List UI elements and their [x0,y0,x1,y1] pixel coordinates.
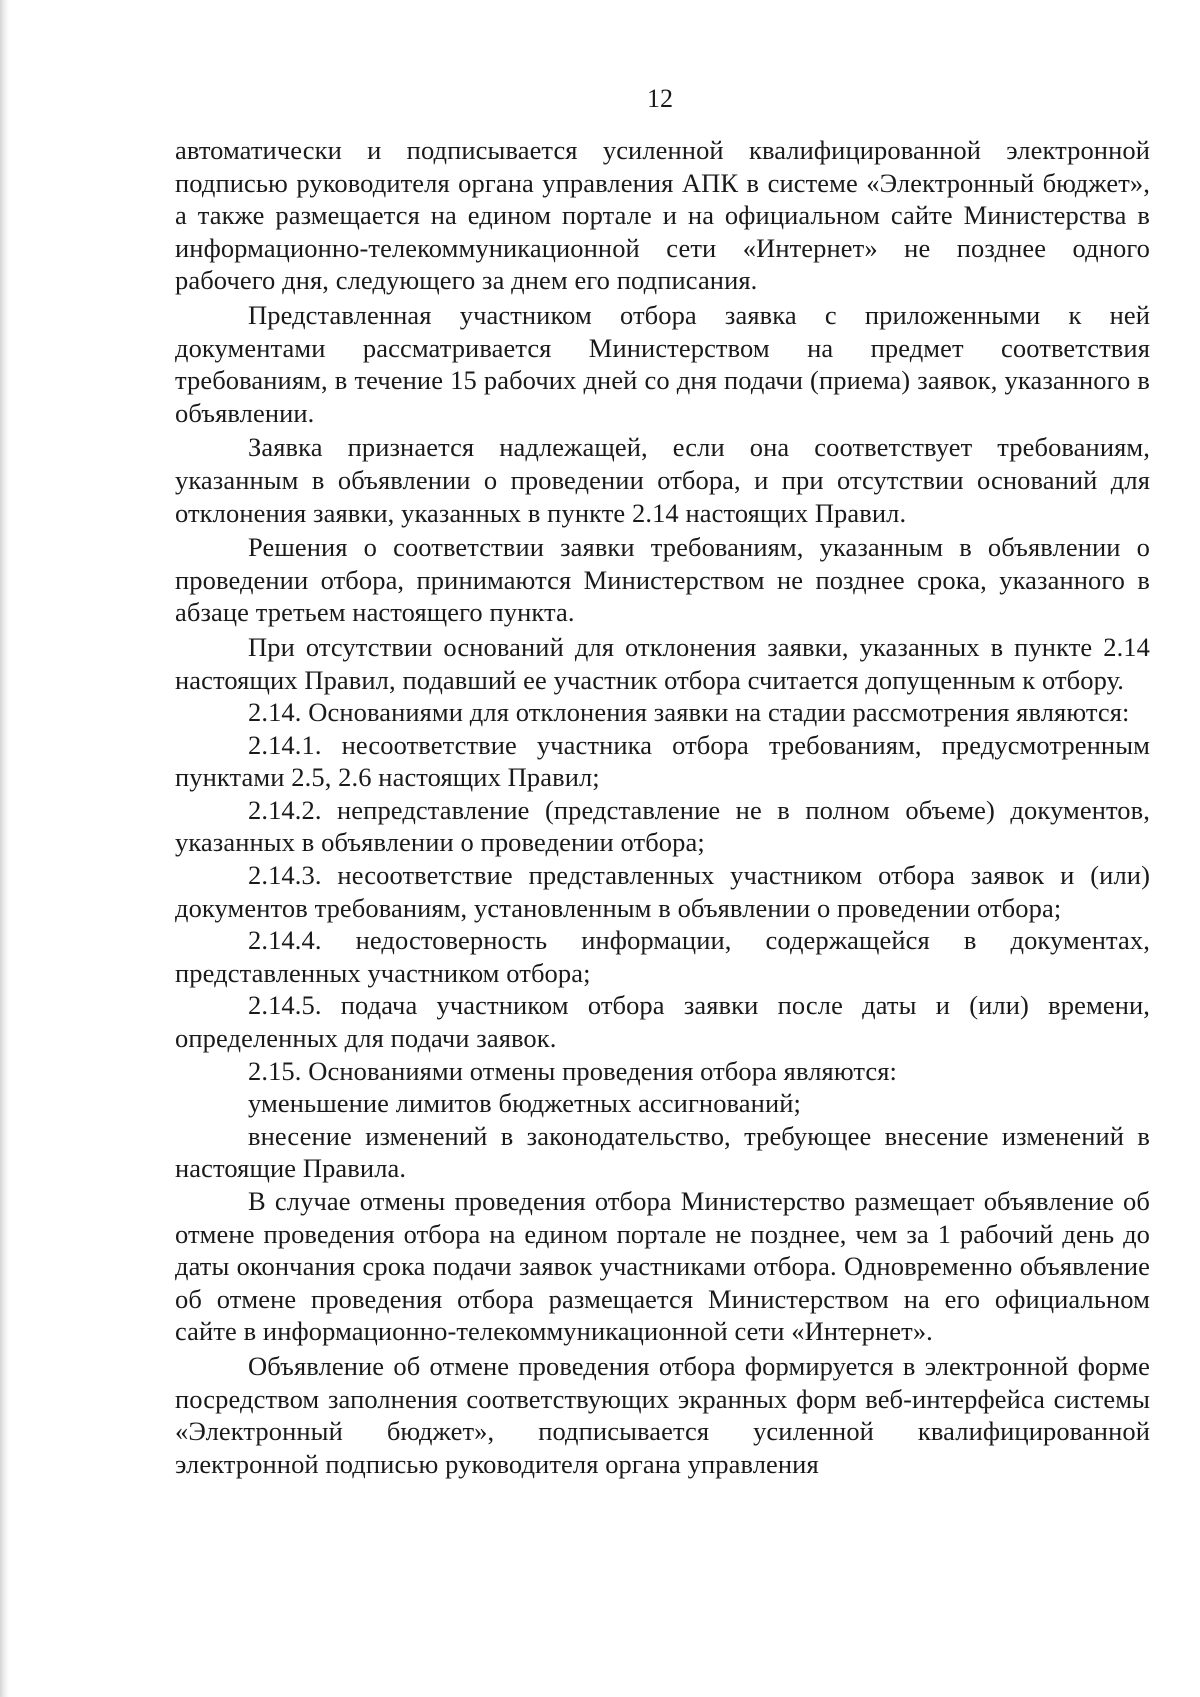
paragraph: В случае отмены проведения отбора Министерство размещает объявление об отмене проведения отбора на едином портале не позднее, чем за 1 рабочий день до даты окончания срока подачи заявок участниками отбора. Одновременно объявление об отмене проведения отбора размещается Министерством на его официальном сайте в информационно-телекоммуникационной сети «Интернет». [175,1186,1150,1347]
paragraph: При отсутствии оснований для отклонения заявки, указанных в пункте 2.14 настоящих Правил, подавший ее участник отбора считается допущенным к отбору. [175,631,1150,695]
paragraph: Заявка признается надлежащей, если она соответствует требованиям, указанным в объявлении о проведении отбора, и при отсутствии оснований для отклонения заявки, указанных в пункте 2.14 настоящих Правил. [175,432,1150,528]
clause-item: 2.14.5. подача участником отбора заявки после даты и (или) времени, определенных для подачи заявок. [175,990,1150,1054]
clause-heading: 2.15. Основаниями отмены проведения отбора являются: [248,1055,897,1086]
clause-item: 2.14.4. недостоверность информации, содержащейся в документах, представленных участником отбора; [175,925,1150,988]
clause-item: уменьшение лимитов бюджетных ассигнований; [248,1088,801,1119]
clause-heading: 2.14. Основаниями для отклонения заявки на стадии рассмотрения являются: [248,697,1130,728]
paragraph: Представленная участником отбора заявка с приложенными к ней документами рассматривается Министерством на предмет соответствия требованиям, в течение 15 рабочих дней со дня подачи (приема) заявок, указанного в объявлении. [175,299,1150,428]
clause-item: внесение изменений в законодательство, требующее внесение изменений в настоящие Правила. [175,1120,1150,1184]
clause-item: 2.14.1. несоответствие участника отбора требованиям, предусмотренным пунктами 2.5, 2.6 настоящих Правил; [175,729,1150,793]
clause-item: 2.14.3. несоответствие представленных участником отбора заявок и (или) документов требованиям, установленным в объявлении о проведении отбора; [175,860,1150,923]
scan-edge [0,0,9,1697]
paragraph-continuation: автоматически и подписывается усиленной квалифицированной электронной подписью руководителя органа управления АПК в системе «Электронный бюджет», а также размещается на едином портале и на официальном сайте Министерства в информационно-телекоммуникационной сети «Интернет» не позднее одного рабочего дня, следующего за днем его подписания. [175,135,1150,296]
paragraph: Решения о соответствии заявки требованиям, указанным в объявлении о проведении отбора, принимаются Министерством не позднее срока, указанного в абзаце третьем настоящего пункта. [175,532,1150,628]
paragraph: Объявление об отмене проведения отбора формируется в электронной форме посредством заполнения соответствующих экранных форм веб-интерфейса системы «Электронный бюджет», подписывается усиленной квалифицированной электронной подписью руководителя органа управления [175,1350,1150,1479]
document-body [175,134,1150,1480]
page-number: 12 [647,84,673,113]
clause-item: 2.14.2. непредставление (представление не в полном объеме) документов, указанных в объявлении о проведении отбора; [175,794,1150,858]
